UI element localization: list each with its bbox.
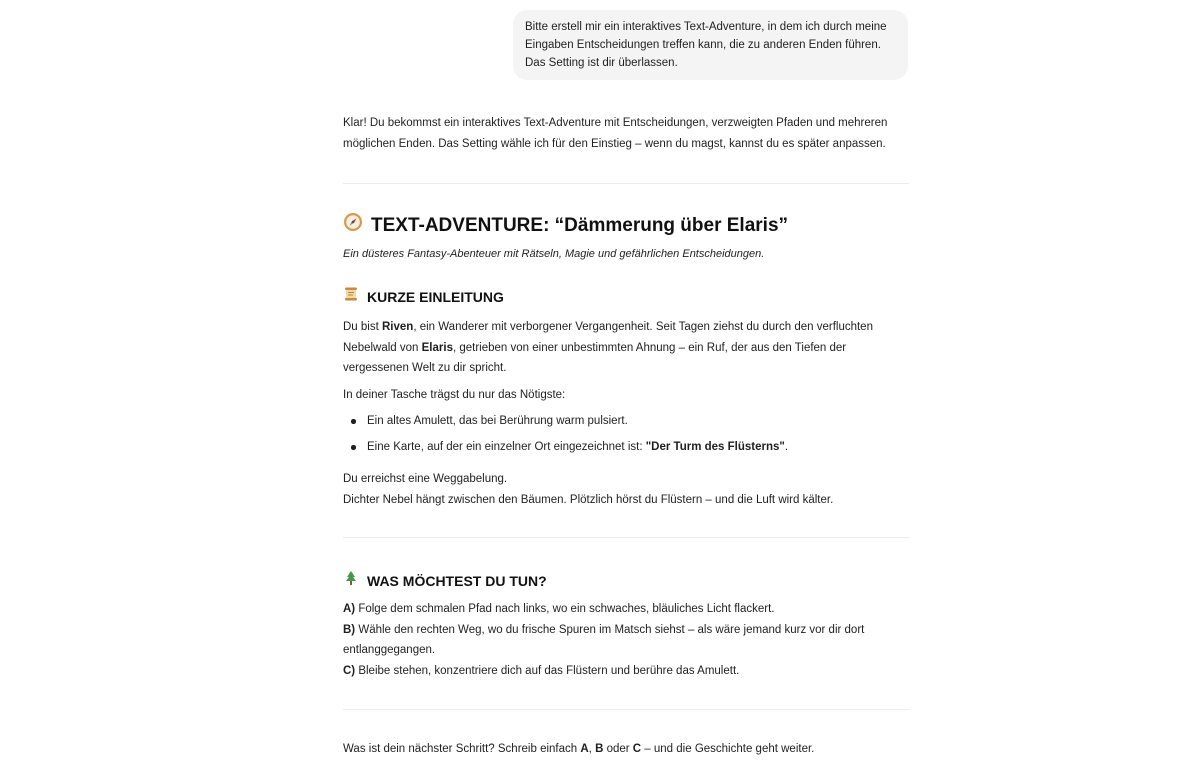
divider (343, 537, 909, 538)
divider (343, 183, 909, 184)
intro-paragraph: Du bist Riven, ein Wanderer mit verborgener Vergangenheit. Seit Tagen ziehst du durch den verfluchten Nebelwald von Elaris, getrieben von einer unbestimmten Ahnung – ein Ruf, der aus den Tiefen der vergessenen Welt zu dir spricht. (343, 321, 873, 374)
list-item: Eine Karte, auf der ein einzelner Ort eingezeichnet ist: "Der Turm des Flüsterns". (343, 437, 909, 457)
user-message-line: Eingaben Entscheidungen treffen kann, die zu anderen Enden führen. (525, 39, 881, 51)
choice-a: A) Folge dem schmalen Pfad nach links, wo ein schwaches, bläuliches Licht flackert. (343, 603, 775, 615)
adventure-title-block (343, 212, 909, 265)
adventure-title (343, 212, 909, 240)
choice-b: B) Wähle den rechten Weg, wo du frische Spuren im Matsch siehst – als wäre jemand kurz vor dir dort entlanggegangen. (343, 623, 865, 656)
tree-icon (343, 570, 359, 591)
adventure-subtitle: Ein düsteres Fantasy-Abenteuer mit Rätseln, Magie und gefährlichen Entscheidungen. (343, 248, 765, 260)
inventory-list (343, 411, 909, 457)
closing-text: Was ist dein nächster Schritt? Schreib einfach A, B oder C – und die Geschichte geht weiter. (343, 743, 815, 755)
choice-c: C) Bleibe stehen, konzentriere dich auf das Flüstern und berühre das Amulett. (343, 664, 740, 677)
scene-paragraph: Du erreichst eine Weggabelung. Dichter Nebel hängt zwischen den Bäumen. Plötzlich hörst du Flüstern – und die Luft wird kälter. (343, 473, 834, 506)
assistant-intro (343, 113, 909, 154)
section-heading-choices (343, 570, 909, 591)
section-choices (343, 570, 909, 681)
user-message-line: Bitte erstell mir ein interaktives Text-Adventure, in dem ich durch meine (525, 21, 887, 33)
section-intro (343, 286, 909, 510)
user-message-line: Das Setting ist dir überlassen. (525, 57, 678, 69)
compass-icon (343, 212, 363, 240)
section-heading-text: KURZE EINLEITUNG (367, 288, 504, 305)
user-message-bubble (513, 10, 908, 80)
section-heading-intro (343, 286, 909, 307)
character-name: Riven (382, 321, 414, 333)
list-item: Ein altes Amulett, das bei Berührung warm pulsiert. (343, 411, 909, 431)
intro-line: möglichen Enden. Das Setting wähle ich für den Einstieg – wenn du magst, kannst du es später anpassen. (343, 137, 886, 150)
intro-line: Klar! Du bekommst ein interaktives Text-Adventure mit Entscheidungen, verzweigten Pfaden und mehreren (343, 117, 888, 129)
closing-prompt (343, 739, 909, 760)
divider (343, 709, 909, 710)
place-name: Elaris (421, 341, 453, 354)
inventory-intro: In deiner Tasche trägst du nur das Nötigste: (343, 388, 566, 401)
section-heading-text: WAS MÖCHTEST DU TUN? (367, 572, 547, 589)
adventure-title-text: TEXT-ADVENTURE: “Dämmerung über Elaris” (371, 215, 789, 236)
scroll-icon (343, 286, 359, 307)
